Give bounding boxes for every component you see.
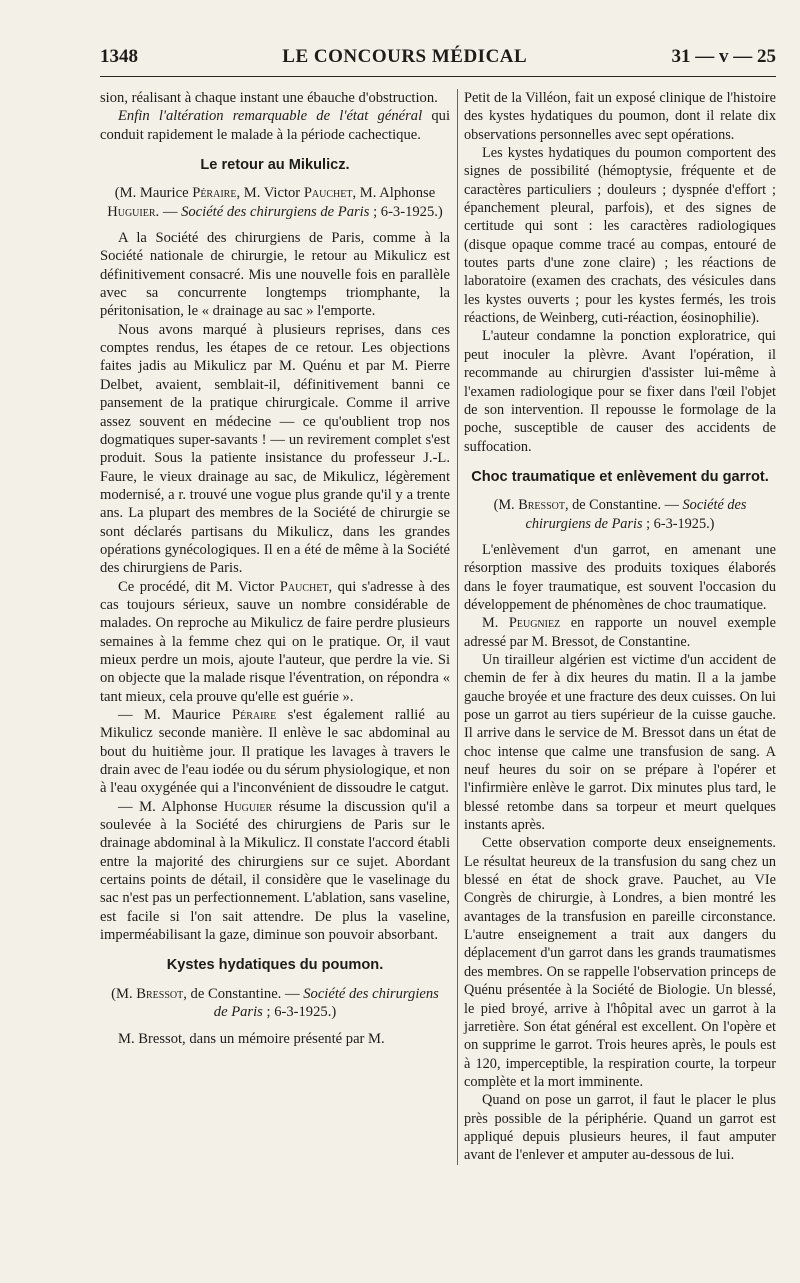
paragraph (464, 614, 776, 651)
left-column (100, 89, 450, 1165)
society-name: Société des chirurgiens de Paris (213, 985, 439, 1021)
author-name: Péraire (192, 185, 237, 202)
author-name: Peugniez (508, 615, 561, 632)
paragraph-text: — M. Maurice (118, 707, 232, 723)
paragraph: Nous avons marqué à plusieurs reprises, dans ces comptes rendus, les étapes de ce retour. Les objections faites jadis au Mikulicz par M. Quénu et par M. Pierre Delbet, avaient, semblait-il, définitivement banni ce pansement de la pratique chirurgicale. Comme il arrive assez souvent en médecine — ce qu'oublient trop nos dogmatiques super-savants ! — un revirement complet s'est produit. Sous la patiente insistance du professeur J.-L. Faure, le vieux drainage au sac, de Mikulicz, légèrement modernisé, a r. trouvé une vogue plus grande qu'il y a trente ans. La plupart des membres de la Société de chirurgie se sont déclarés partisans du Mikulicz, dans les grandes opérations gynécologiques. Il en a été de même à la Société des chirurgiens de Paris. (100, 321, 450, 577)
paragraph-text: résume la discussion qu'il a soulevée à la Société des chirurgiens de Paris sur le drainage abdominal à la Mikulicz. Il constate l'accord établi entre la majorité des chirurgiens sur ce sujet. Abordant certains points de détail, il considère que le vaselinage du sac n'est pas un perfectionnement. L'ablation, sans vaseline, est facile si l'on sait attendre. De plus la vaseline, imperméabilisant la gaze, diminue son pouvoir absorbant. (100, 798, 450, 944)
paragraph (100, 798, 450, 945)
emphasis: Enfin l'altération remarquable de l'état général (118, 108, 423, 125)
paragraph: Un tirailleur algérien est victime d'un accident de chemin de fer à dix heures du matin. Il a la jambe gauche broyée et une fracture des deux cuisses. On lui pose un garrot au tiers supérieur de la cuisse gauche. Il arrive dans le service de M. Bressot dans un état de choc intense que calme une transfusion de sang. A neuf heures du soir on se prépare à l'opérer et l'infirmière enlève le garrot. Dix minutes plus tard, le blessé retombe dans sa torpeur et meurt quelques instants après. (464, 651, 776, 834)
author-name: Huguier (223, 798, 273, 815)
section-title-garrot: Choc traumatique et enlèvement du garrot. (471, 468, 769, 485)
paragraph: Cette observation comporte deux enseignements. Le résultat heureux de la transfusion du sang chez un blessé en état de shock grave. Pauchet, au VIe Congrès de chirurgie, à Londres, a bien montré les avantages de la transfusion en pareille circonstance. L'autre enseignement a trait aux dangers du déplacement d'un garrot dans les grands traumatismes des membres. On se rappelle l'observation princeps de Quénu présentée à la Société de Biologie. Un blessé, le pied broyé, arrive à l'hôpital avec un garrot à la jarretière. Son état général est excellent. On l'opère et on supprime le garrot. Trois heures après, le pouls est à 120, imperceptible, la respiration courte, la torpeur complète et la mort imminente. (464, 835, 776, 1090)
author-name: Huguier (107, 203, 156, 220)
citation-text: , M. Victor (236, 185, 304, 202)
citation-mikulicz (100, 184, 450, 221)
paragraph: sion, réalisant à chaque instant une ébauche d'obstruction. (100, 90, 438, 106)
page-number: 1348 (100, 46, 138, 67)
paragraph-text: Ce procédé, dit M. Victor (118, 578, 280, 595)
author-name: Bressot (518, 497, 565, 514)
citation-text: , de Constantine. — (183, 985, 304, 1002)
paragraph: M. Bressot, dans un mémoire présenté par M. (118, 1030, 385, 1047)
paragraph (100, 706, 450, 798)
right-column (464, 89, 776, 1165)
citation-garrot (464, 496, 776, 533)
society-name: Société des chirurgiens de Paris (181, 203, 370, 220)
citation-text: (M. (111, 985, 137, 1002)
running-header (100, 46, 776, 77)
paragraph-text: M. (482, 615, 509, 632)
paragraph: Quand on pose un garrot, il faut le placer le plus près possible de la périphérie. Quand un garrot est appliqué depuis plusieurs heures, il faut amputer avant de l'enlever et amputer au-dessous de lui. (464, 1092, 776, 1164)
author-name: Pauchet (279, 578, 329, 595)
section-title-kystes: Kystes hydatiques du poumon. (166, 957, 384, 974)
citation-kystes (100, 985, 450, 1022)
paragraph: L'auteur condamne la ponction exploratrice, qui peut inoculer la plèvre. Avant l'opération, il recommande au chirurgien d'assister lui-même à l'examen radiologique pour se fixer dans l'œil l'objet de son intervention. Il repousse le formolage de la poche, susceptible de causer des accidents de suffocation. (464, 328, 776, 455)
citation-text: ; 6-3-1925.) (262, 1004, 337, 1021)
issue-date: 31 — v — 25 (671, 46, 776, 67)
column-rule (457, 89, 458, 1165)
paragraph: Les kystes hydatiques du poumon comportent des signes de possibilité (hémoptysie, fréquente et de caractères particuliers ; douleurs ; dyspnée d'effort ; épanchement pleural, parfois), et des signes de certitude qui sont : les caractères radiologiques (disque opaque comme tracé au compas, entouré de toutes parts d'une zone claire) ; les réactions de laboratoire (examen des crachats, des vésicules dans les kystes ouverts ; pour les kystes fermés, les trois réactions, de Weinberg, cuti-réaction, éosinophilie). (464, 145, 776, 327)
paragraph-text: s'est également rallié au Mikulicz seconde manière. Il enlève le sac abdominal au bout du huitième jour. Il pratique les lavages à travers le drain avec de l'eau iodée ou du sérum physiologique, et non à l'eau oxygénée qui a l'inconvénient de dissoudre le catgut. (100, 707, 450, 797)
journal-title: LE CONCOURS MÉDICAL (282, 46, 528, 67)
text-columns (100, 89, 776, 1165)
paragraph-text: en rapporte un nouvel exemple adressé par M. Bressot, de Constantine. (464, 615, 776, 650)
citation-text: , de Constantine. — (564, 497, 683, 514)
paragraph (100, 107, 450, 144)
paragraph (100, 578, 450, 706)
author-name: Péraire (231, 707, 277, 723)
paragraph-text: — M. Alphonse (118, 798, 224, 815)
citation-text: ; 6-3-1925.) (369, 203, 443, 220)
citation-text: ; 6-3-1925.) (642, 515, 715, 532)
paragraph-text: , qui s'adresse à des cas toujours sérieux, sauve un nombre considérable de malades. On reproche au Mikulicz de faire perdre plusieurs semaines à la femme chez qui on le pratique. Or, il vaut mieux perdre un mois, ajoute l'auteur, que perdre la vie. Si on objecte que la malade risque l'éventration, on répondra « tant mieux, cela prouve qu'elle est guérie ». (100, 578, 450, 705)
section-title-mikulicz: Le retour au Mikulicz. (200, 157, 350, 174)
paragraph-text: qui conduit rapidement le malade à la période cachectique. (100, 108, 450, 143)
citation-text: . — (155, 203, 182, 220)
paragraph: L'enlèvement d'un garrot, en amenant une résorption massive des produits toxiques élaborés dans le foyer traumatique, est souvent l'occasion du développement de phénomènes de choc traumatique. (464, 541, 776, 613)
paragraph: Petit de la Villéon, fait un exposé clinique de l'histoire des kystes hydatiques du poumon, dont il relate dix observations personnelles avec sept opérations. (464, 90, 776, 143)
citation-text: (M. (493, 497, 519, 514)
citation-text: (M. Maurice (114, 185, 193, 202)
author-name: Pauchet (303, 185, 353, 202)
citation-text: , M. Alphonse (352, 185, 436, 202)
society-name: Société des chirurgiens de Paris (525, 497, 747, 532)
paragraph: A la Société des chirurgiens de Paris, comme à la Société nationale de chirurgie, le retour au Mikulicz est définitivement consacré. Mis une nouvelle fois en parallèle avec sa concurrente longtemps triomphante, la péritonisation, le « drainage au sac » l'emporte. (100, 230, 450, 320)
author-name: Bressot (136, 985, 184, 1002)
